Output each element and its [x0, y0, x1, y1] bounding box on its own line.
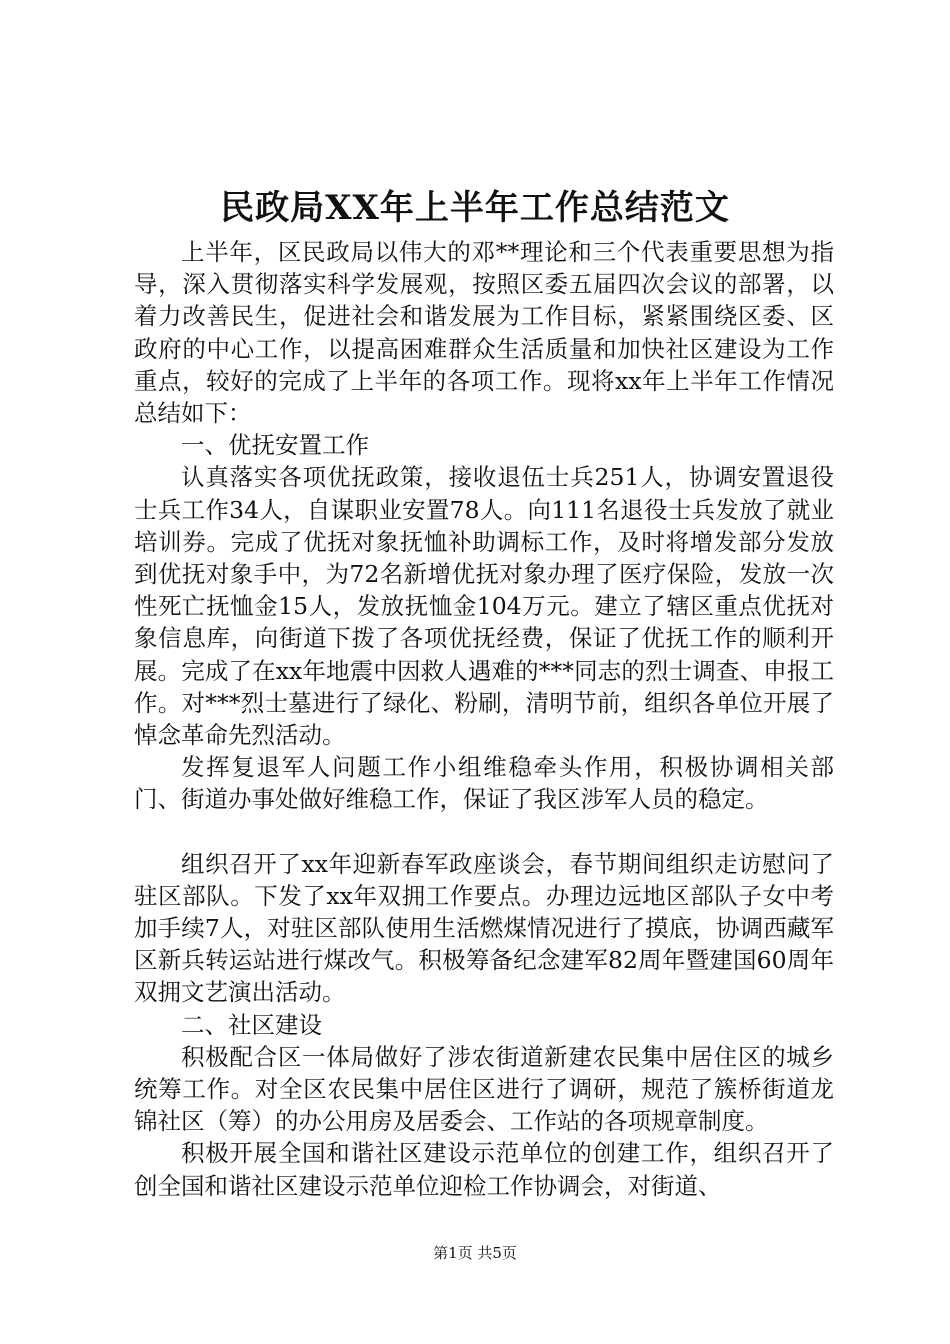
intro-paragraph: 上半年，区民政局以伟大的邓**理论和三个代表重要思想为指导，深入贯彻落实科学发展观，按照区委五届四次会议的部署，以着力改善民生，促进社会和谐发展为工作目标，紧紧围绕区委、区政府的中心工作，以提高困难群众生活质量和加快社区建设为工作重点，较好的完成了上半年的各项工作。现将xx年上半年工作情况总结如下： [134, 238, 834, 428]
document-title: 民政局XX年上半年工作总结范文 [220, 188, 730, 228]
page-footer: 第1页 共5页 [433, 1244, 517, 1262]
body-paragraph: 组织召开了xx年迎新春军政座谈会，春节期间组织走访慰问了驻区部队。下发了xx年双拥工作要点。办理边远地区部队子女中考加手续7人，对驻区部队使用生活燃煤情况进行了摸底，协调西藏军区新兵转运站进行煤改气。积极筹备纪念建军82周年暨建国60周年双拥文艺演出活动。 [134, 849, 834, 1007]
body-paragraph: 积极开展全国和谐社区建设示范单位的创建工作，组织召开了创全国和谐社区建设示范单位迎检工作协调会，对街道、 [134, 1139, 834, 1200]
body-paragraph: 积极配合区一体局做好了涉农街道新建农民集中居住区的城乡统筹工作。对全区农民集中居住区进行了调研，规范了簇桥街道龙锦社区（筹）的办公用房及居委会、工作站的各项规章制度。 [134, 1042, 834, 1136]
blank-line [134, 816, 834, 848]
body-paragraph: 认真落实各项优抚政策，接收退伍士兵251人，协调安置退役士兵工作34人，自谋职业安置78人。向111名退役士兵发放了就业培训券。完成了优抚对象抚恤补助调标工作，及时将增发部分发放到优抚对象手中，为72名新增优抚对象办理了医疗保险，发放一次性死亡抚恤金15人，发放抚恤金104万元。建立了辖区重点优抚对象信息库，向街道下拨了各项优抚经费，保证了优抚工作的顺利开展。完成了在xx年地震中因救人遇难的***同志的烈士调查、申报工作。对***烈士墓进行了绿化、粉刷，清明节前，组织各单位开展了悼念革命先烈活动。 [134, 463, 834, 750]
document-body [134, 236, 834, 1202]
section-heading-1: 一、优抚安置工作 [181, 431, 369, 460]
body-paragraph: 发挥复退军人问题工作小组维稳牵头作用，积极协调相关部门、街道办事处做好维稳工作，保证了我区涉军人员的稳定。 [134, 753, 834, 814]
section-heading-2: 二、社区建设 [181, 1010, 322, 1039]
